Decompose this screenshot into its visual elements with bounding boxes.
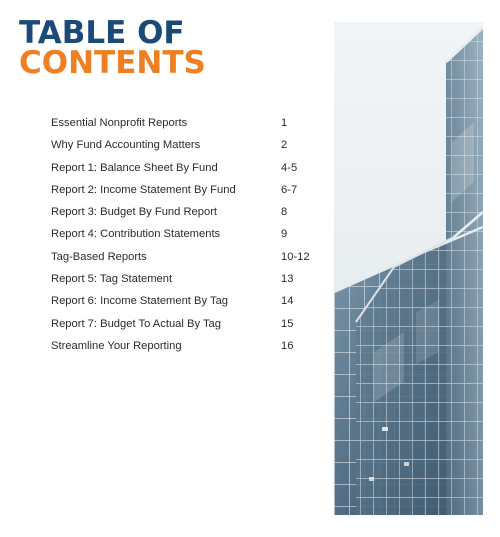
toc-entry[interactable] [51,268,313,290]
toc-entry-page: 4-5 [281,161,298,174]
toc-entry[interactable] [51,223,313,245]
toc-entry-label: Report 7: Budget To Actual By Tag [51,317,221,330]
toc-entry[interactable] [51,134,313,156]
toc-entry-label: Report 4: Contribution Statements [51,228,221,241]
page-title-line-1: TABLE OF [19,15,185,51]
page-title-line-2: CONTENTS [19,45,206,81]
toc-entry[interactable] [51,179,313,201]
table-of-contents-list [51,112,313,357]
toc-entry-page: 9 [281,228,288,241]
toc-entry-page: 2 [281,139,288,152]
toc-entry-label: Report 1: Balance Sheet By Fund [51,161,218,174]
toc-entry[interactable] [51,201,313,223]
toc-entry-page: 14 [281,295,294,308]
toc-entry-label: Report 5: Tag Statement [51,273,173,286]
page-title [19,15,206,81]
toc-entry-page: 15 [281,317,294,330]
toc-entry-page: 8 [281,206,288,219]
toc-entry-label: Essential Nonprofit Reports [51,117,188,129]
toc-entry-label: Report 3: Budget By Fund Report [51,206,218,219]
toc-entry-page: 16 [281,339,294,352]
toc-entry-page: 13 [281,273,294,286]
toc-entry-page: 1 [281,117,288,129]
toc-entry-label: Why Fund Accounting Matters [51,139,201,152]
toc-entry[interactable] [51,246,313,268]
toc-entry-label: Streamline Your Reporting [51,339,182,352]
building-photo [334,22,483,515]
toc-entry[interactable] [51,157,313,179]
toc-entry[interactable] [51,112,313,134]
toc-entry-label: Report 6: Income Statement By Tag [51,295,229,308]
toc-entry-label: Report 2: Income Statement By Fund [51,183,236,196]
toc-entry-page: 10-12 [281,250,310,263]
toc-entry[interactable] [51,335,313,357]
toc-entry-label: Tag-Based Reports [51,250,147,263]
toc-entry[interactable] [51,290,313,312]
toc-entry-page: 6-7 [281,183,298,196]
toc-entry[interactable] [51,313,313,335]
